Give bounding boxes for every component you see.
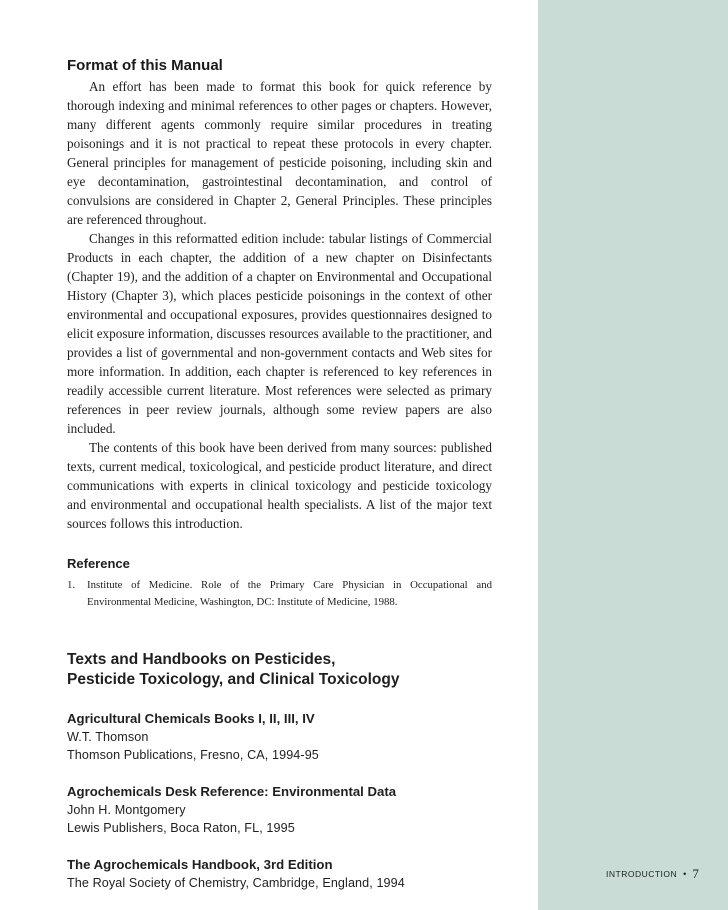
footer-section-label: INTRODUCTION: [606, 869, 678, 879]
book-title: The Agrochemicals Handbook, 3rd Edition: [67, 857, 333, 872]
book-publisher: Lewis Publishers, Boca Raton, FL, 1995: [67, 821, 295, 835]
book-author: John H. Montgomery: [67, 803, 186, 817]
format-heading: Format of this Manual: [67, 57, 223, 74]
book-title: Agrochemicals Desk Reference: Environmental Data: [67, 784, 397, 799]
book-title: Agricultural Chemicals Books I, II, III, IV: [67, 711, 315, 726]
book-author: W.T. Thomson: [67, 730, 149, 744]
texts-heading: [67, 650, 492, 690]
book-publisher: The Royal Society of Chemistry, Cambridge, England, 1994: [67, 876, 405, 890]
format-paragraph-2: Changes in this reformatted edition include: tabular listings of Commercial Products in each chapter, the addition of a new chapter on Disinfectants (Chapter 19), and the addition of a chapter on Environmental and Occupational History (Chapter 3), which places pesticide poisonings in the context of other environmental and occupational exposures, provides questionnaires designed to elicit exposure information, discusses resources available to the practitioner, and provides a list of governmental and non-government contacts and Web sites for more information. In addition, each chapter is referenced to key references in readily accessible current literature. Most references were selected as primary references in peer review journals, although some review papers are also included.: [67, 231, 492, 436]
sidebar-panel: [538, 0, 728, 910]
reference-text: Institute of Medicine. Role of the Primary Care Physician in Occupational and Environmental Medicine, Washington, DC: Institute of Medicine, 1988.: [87, 579, 492, 608]
book-entry: [67, 710, 492, 764]
format-paragraph-3: The contents of this book have been derived from many sources: published texts, current medical, toxicological, and pesticide product literature, and direct communications with experts in clinical toxicology and pesticide toxicology and environmental and occupational health specialists. A list of the major text sources follows this introduction.: [67, 440, 492, 531]
footer-bullet: •: [683, 869, 687, 879]
reference-item: [67, 577, 492, 611]
page-content: [67, 56, 492, 892]
book-entry: [67, 856, 492, 892]
texts-heading-line-2: Pesticide Toxicology, and Clinical Toxicology: [67, 671, 400, 688]
page-footer: [606, 866, 699, 882]
book-list: [67, 710, 492, 892]
format-paragraph-1: An effort has been made to format this book for quick reference by thorough indexing and minimal references to other pages or chapters. However, many different agents commonly require similar procedures in treating poisonings and it is not practical to repeat these protocols in every chapter. General principles for management of pesticide poisoning, including skin and eye decontamination, gastrointestinal decontamination, and control of convulsions are considered in Chapter 2, General Principles. These principles are referenced throughout.: [67, 79, 492, 227]
book-publisher: Thomson Publications, Fresno, CA, 1994-95: [67, 748, 319, 762]
book-entry: [67, 783, 492, 837]
reference-heading: Reference: [67, 556, 130, 571]
page-number: 7: [692, 866, 699, 881]
texts-heading-line-1: Texts and Handbooks on Pesticides,: [67, 651, 336, 668]
reference-number: 1.: [67, 579, 76, 591]
